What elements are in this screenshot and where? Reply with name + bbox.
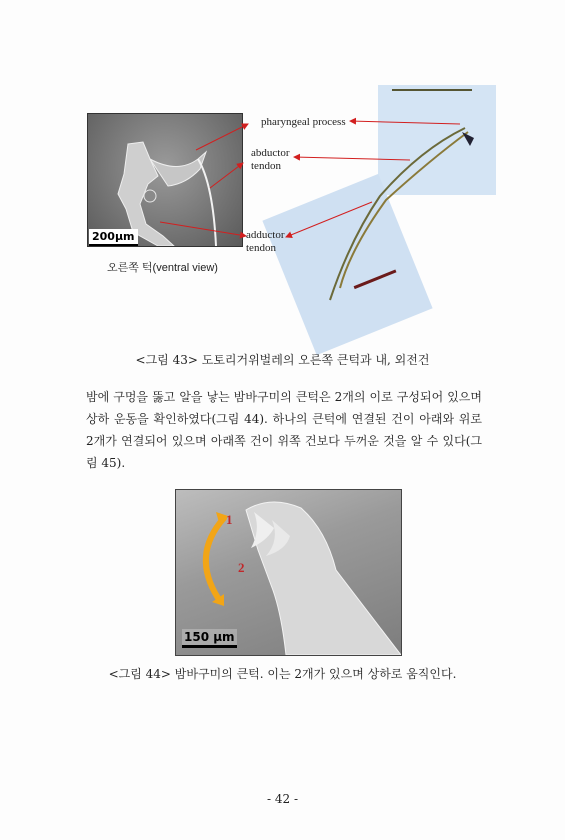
- annotation-overlay: [0, 0, 565, 360]
- arrow-to-abductor-label: [210, 163, 243, 188]
- tendon-line-2: [340, 132, 468, 288]
- sem-scale-bar-150: 150 μm: [182, 629, 237, 648]
- tooth-label-1: 1: [226, 512, 233, 527]
- sem-caption: 오른쪽 턱(ventral view): [107, 262, 218, 274]
- arrow-pharyngeal-from-photo: [350, 121, 460, 124]
- label-abductor-line1: abductor: [251, 147, 290, 159]
- mandible-tip: [462, 132, 474, 146]
- tooth-label-2: 2: [238, 560, 245, 575]
- figure-43-caption: <그림 43> 도토리거위벌레의 오른쪽 큰턱과 내, 외전건: [135, 353, 430, 367]
- label-adductor-line2: tendon: [246, 242, 276, 254]
- label-pharyngeal-process: pharyngeal process: [261, 116, 346, 128]
- figure-44-caption: <그림 44> 밤바구미의 큰턱. 이는 2개가 있으며 상하로 움직인다.: [108, 667, 457, 681]
- arrow-to-adductor-label: [160, 222, 246, 236]
- tendon-line-1: [330, 128, 465, 300]
- label-adductor-line1: adductor: [246, 229, 285, 241]
- page-number: - 42 -: [266, 792, 298, 806]
- label-abductor-line2: tendon: [251, 160, 281, 172]
- arrow-to-pharyngeal-label: [196, 124, 248, 150]
- sem-scale-bar: 200μm: [89, 229, 138, 246]
- body-paragraph: 밤에 구멍을 뚫고 알을 낳는 밤바구미의 큰턱은 2개의 이로 구성되어 있으며 상하 운동을 확인하였다(그림 44). 하나의 큰턱에 연결된 건이 아래와 위로 2개가 연결되어 있으며 아래쪽 건이 위쪽 건보다 두꺼운 것을 알 수 있다(그림 45).: [86, 390, 482, 470]
- arrow-abductor-from-photo: [294, 157, 410, 160]
- sem-image-mandible-teeth: [175, 489, 402, 656]
